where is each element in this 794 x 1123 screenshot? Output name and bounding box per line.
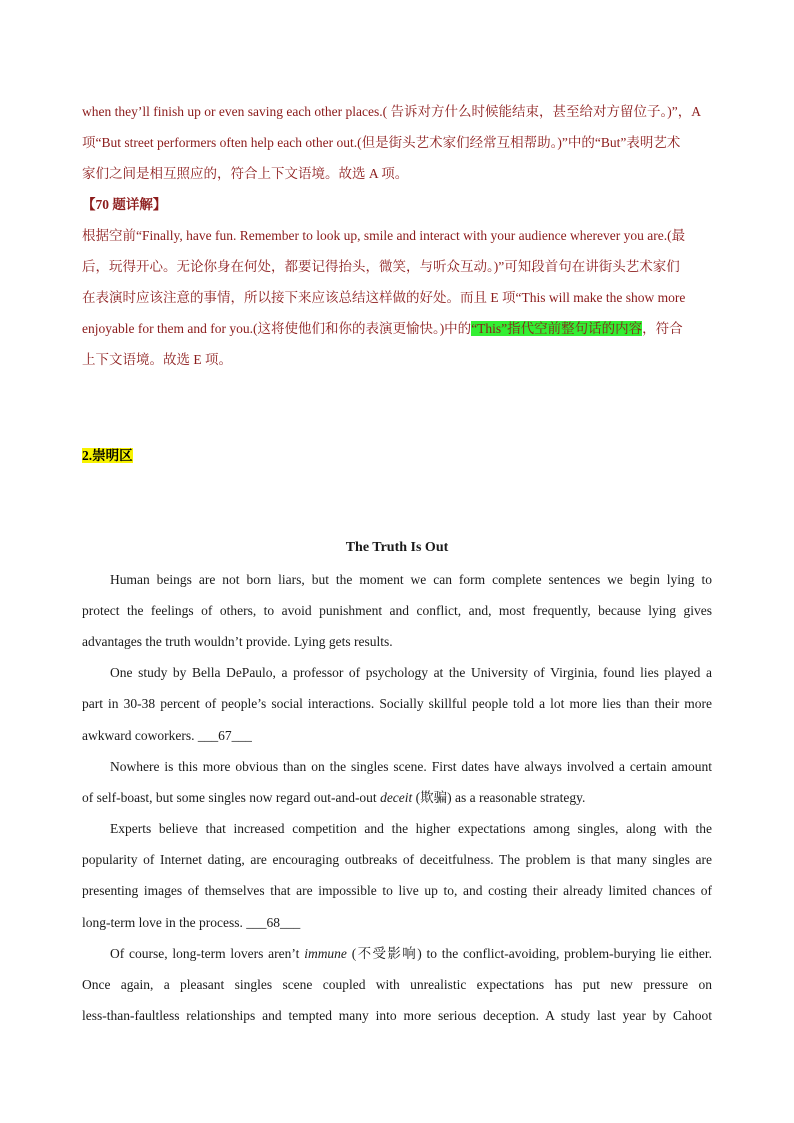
explanation-69-line-1: when they’ll finish up or even saving each other places.( 告诉对方什么时候能结束，甚至给对方留位子。)”，A [82, 104, 702, 119]
section-heading-label: 2.崇明区 [82, 448, 133, 463]
passage-line: protect the feelings of others, to avoid punishment and conflict, and, most frequently, because lying gives [82, 603, 712, 618]
passage-text: (不受影响) to the conflict-avoiding, problem-burying lie either. [346, 946, 713, 961]
passage-line: less-than-faultless relationships and tempted many into more serious deception. A study last year by Cahoot [82, 1008, 712, 1023]
passage-line: advantages the truth wouldn’t provide. Lying gets results. [82, 634, 393, 649]
passage-title: The Truth Is Out [345, 540, 449, 555]
passage-line: Nowhere is this more obvious than on the singles scene. First dates have always involved a certain amount [110, 759, 712, 774]
passage-line: Once again, a pleasant singles scene coupled with unrealistic expectations has put new pressure on [82, 977, 712, 992]
explanation-70-line-1: 根据空前“Finally, have fun. Remember to look up, smile and interact with your audience wherever you are.(最 [82, 228, 686, 243]
passage-line [110, 944, 712, 964]
passage-line: Human beings are not born liars, but the moment we can form complete sentences we begin lying to [110, 572, 712, 587]
blank-68: ___68___ [246, 915, 301, 930]
explanation-70-line-4-start: enjoyable for them and for you.(这将使他们和你的表演更愉快。)中的 [82, 321, 472, 336]
explanation-70-line-2: 后，玩得开心。无论你身在何处，都要记得抬头，微笑，与听众互动。)”可知段首句在讲街头艺术家们 [82, 259, 680, 274]
passage-line: part in 30-38 percent of people’s social interactions. Socially skillful people told a lot more lies than their more [82, 696, 712, 711]
passage-line: One study by Bella DePaulo, a professor of psychology at the University of Virginia, found lies played a [110, 665, 712, 680]
section-heading [82, 446, 712, 466]
passage-text: awkward coworkers. [82, 728, 198, 743]
glossed-word-deceit: deceit [380, 790, 413, 805]
passage-text: (欺骗) as a reasonable strategy. [412, 790, 586, 805]
passage-text: Of course, long-term lovers aren’t [110, 946, 305, 961]
explanation-70-line-4 [82, 319, 712, 339]
explanation-69-line-2: 项“But street performers often help each other out.(但是街头艺术家们经常互相帮助。)”中的“But”表明艺术 [82, 135, 681, 150]
passage-line [82, 913, 712, 933]
explanation-70-line-3: 在表演时应该注意的事情，所以接下来应该总结这样做的好处。而且 E 项“This will make the show more [82, 290, 686, 305]
passage-text: long-term love in the process. [82, 915, 247, 930]
explanation-70-line-4-end: ，符合 [642, 321, 683, 336]
passage-line [82, 788, 712, 808]
explanation-70-line-5: 上下文语境。故选 E 项。 [82, 352, 232, 367]
explanation-70-heading: 【70 题详解】 [82, 197, 167, 212]
glossed-word-immune: immune [304, 946, 347, 961]
blank-67: ___67___ [197, 728, 252, 743]
passage-line: presenting images of themselves that are impossible to live up to, and costing their already limited chances of [82, 883, 712, 898]
passage-line: Experts believe that increased competition and the higher expectations among singles, along with the [110, 821, 712, 836]
passage-text: of self-boast, but some singles now regard out-and-out [82, 790, 381, 805]
passage-line [82, 726, 712, 746]
passage-line: popularity of Internet dating, are encouraging outbreaks of deceitfulness. The problem is that many singles are [82, 852, 712, 867]
explanation-69-line-3: 家们之间是相互照应的，符合上下文语境。故选 A 项。 [82, 166, 409, 181]
highlighted-phrase: “This”指代空前整句话的内容 [471, 321, 643, 336]
